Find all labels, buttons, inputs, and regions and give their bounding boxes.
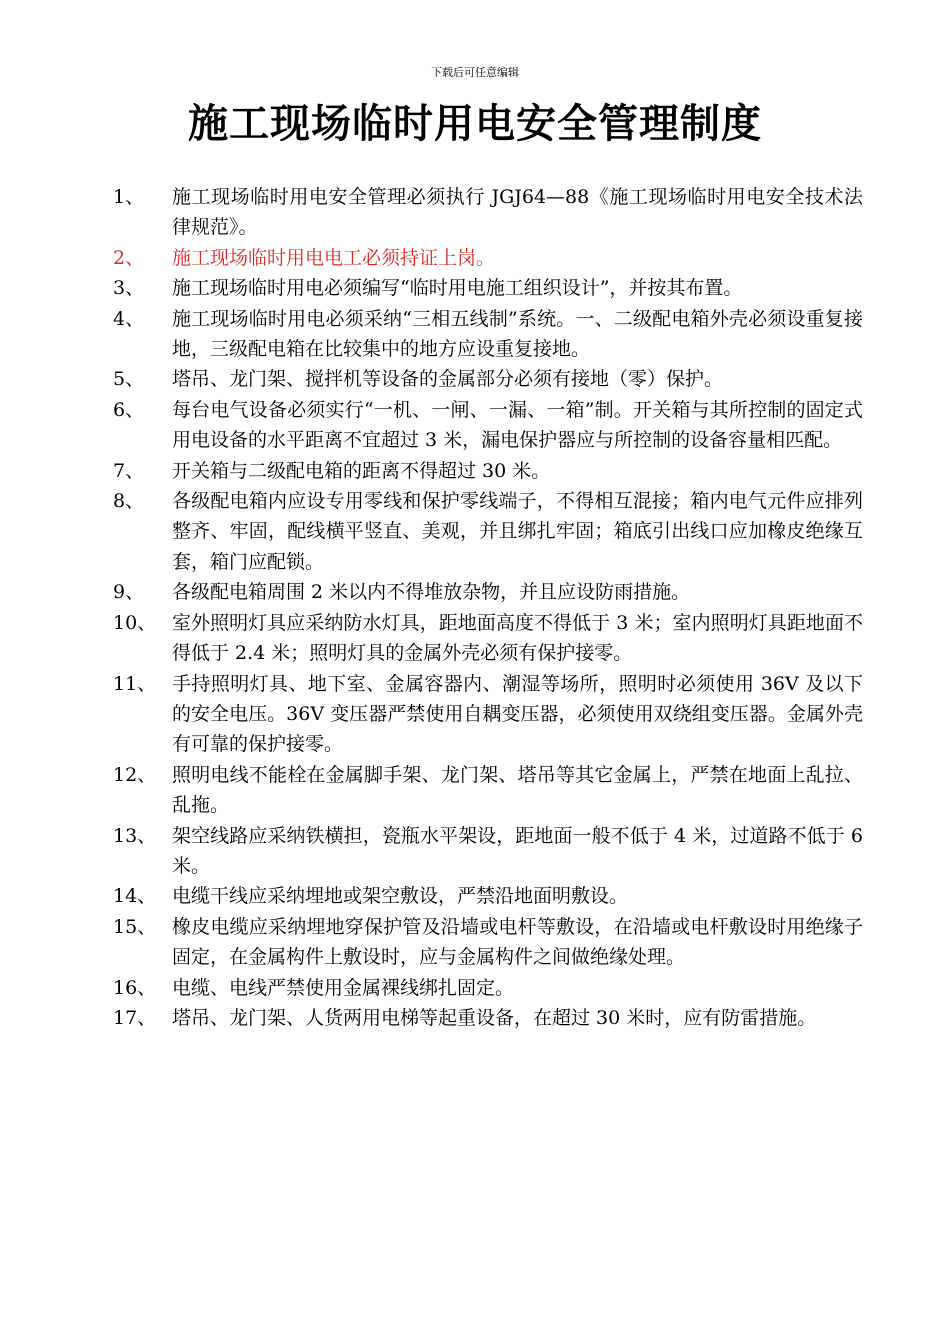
rule-item (113, 243, 863, 273)
rule-item (113, 273, 863, 303)
rule-item (113, 304, 863, 365)
rule-item (113, 669, 863, 760)
rule-number: 4、 (113, 307, 145, 330)
rule-item (113, 395, 863, 456)
rule-text: 施工现场临时用电必须编写“临时用电施工组织设计”，并按其布置。 (172, 277, 743, 300)
rule-number: 7、 (113, 459, 145, 482)
rule-item (113, 182, 863, 243)
rule-text: 手持照明灯具、地下室、金属容器内、潮湿等场所，照明时必须使用 36V 及以下的安全电压。36V 变压器严禁使用自耦变压器，必须使用双绕组变压器。金属外壳有可靠的保护接零。 (172, 672, 863, 756)
rule-item (113, 456, 863, 486)
rule-item (113, 364, 863, 394)
rule-text: 架空线路应采纳铁横担，瓷瓶水平架设，距地面一般不低于 4 米，过道路不低于 6 米。 (172, 824, 863, 877)
rule-text: 照明电线不能栓在金属脚手架、龙门架、塔吊等其它金属上，严禁在地面上乱拉、乱拖。 (172, 763, 863, 817)
rule-number: 2、 (113, 246, 145, 269)
rule-item (113, 577, 863, 607)
rule-number: 15、 (113, 915, 157, 938)
header-note: 下载后可任意编辑 (431, 66, 519, 79)
rule-item (113, 486, 863, 577)
rule-text: 电缆干线应采纳埋地或架空敷设，严禁沿地面明敷设。 (172, 885, 629, 908)
rule-text: 开关箱与二级配电箱的距离不得超过 30 米。 (172, 459, 551, 482)
rule-number: 13、 (113, 824, 157, 847)
rule-number: 11、 (113, 672, 157, 695)
rule-number: 9、 (113, 581, 145, 604)
rule-number: 10、 (113, 611, 157, 634)
rule-text: 每台电气设备必须实行“一机、一闸、一漏、一箱”制。开关箱与其所控制的固定式用电设备的水平距离不宜超过 3 米，漏电保护器应与所控制的设备容量相匹配。 (172, 398, 863, 452)
rule-number: 3、 (113, 277, 145, 300)
rule-number: 16、 (113, 976, 157, 999)
rule-number: 17、 (113, 1006, 157, 1029)
rules-list (113, 182, 863, 1033)
rule-number: 5、 (113, 368, 145, 391)
rule-text: 橡皮电缆应采纳埋地穿保护管及沿墙或电杆等敷设，在沿墙或电杆敷设时用绝缘子固定，在金属构件上敷设时，应与金属构件之间做绝缘处理。 (172, 915, 863, 969)
rule-text: 塔吊、龙门架、人货两用电梯等起重设备，在超过 30 米时，应有防雷措施。 (172, 1006, 817, 1029)
rule-number: 12、 (113, 763, 157, 786)
rule-item (113, 760, 863, 821)
page-title: 施工现场临时用电安全管理制度 (188, 101, 762, 147)
rule-number: 6、 (113, 398, 145, 421)
rule-number: 14、 (113, 885, 157, 908)
rule-item (113, 881, 863, 911)
rule-item (113, 821, 863, 882)
rule-number: 1、 (113, 186, 145, 208)
rule-item (113, 912, 863, 973)
rule-text: 塔吊、龙门架、搅拌机等设备的金属部分必须有接地（零）保护。 (172, 368, 724, 391)
rule-text: 各级配电箱周围 2 米以内不得堆放杂物，并且应设防雨措施。 (172, 581, 691, 604)
rule-text: 电缆、电线严禁使用金属裸线绑扎固定。 (172, 976, 515, 999)
rule-text: 各级配电箱内应设专用零线和保护零线端子，不得相互混接；箱内电气元件应排列整齐、牢固，配线横平竖直、美观，并且绑扎牢固；箱底引出线口应加橡皮绝缘互套，箱门应配锁。 (172, 490, 863, 573)
rule-text: 施工现场临时用电必须采纳“三相五线制”系统。一、二级配电箱外壳必须设重复接地，三级配电箱在比较集中的地方应设重复接地。 (172, 307, 863, 361)
rule-number: 8、 (113, 490, 145, 513)
rule-item (113, 973, 863, 1003)
rule-item (113, 608, 863, 669)
rule-item (113, 1003, 863, 1033)
rule-text: 室外照明灯具应采纳防水灯具，距地面高度不得低于 3 米；室内照明灯具距地面不得低于 2.4 米；照明灯具的金属外壳必须有保护接零。 (172, 611, 863, 665)
rule-text: 施工现场临时用电安全管理必须执行 JGJ64—88《施工现场临时用电安全技术法律规范》。 (172, 186, 863, 239)
rule-text: 施工现场临时用电电工必须持证上岗。 (172, 246, 496, 269)
